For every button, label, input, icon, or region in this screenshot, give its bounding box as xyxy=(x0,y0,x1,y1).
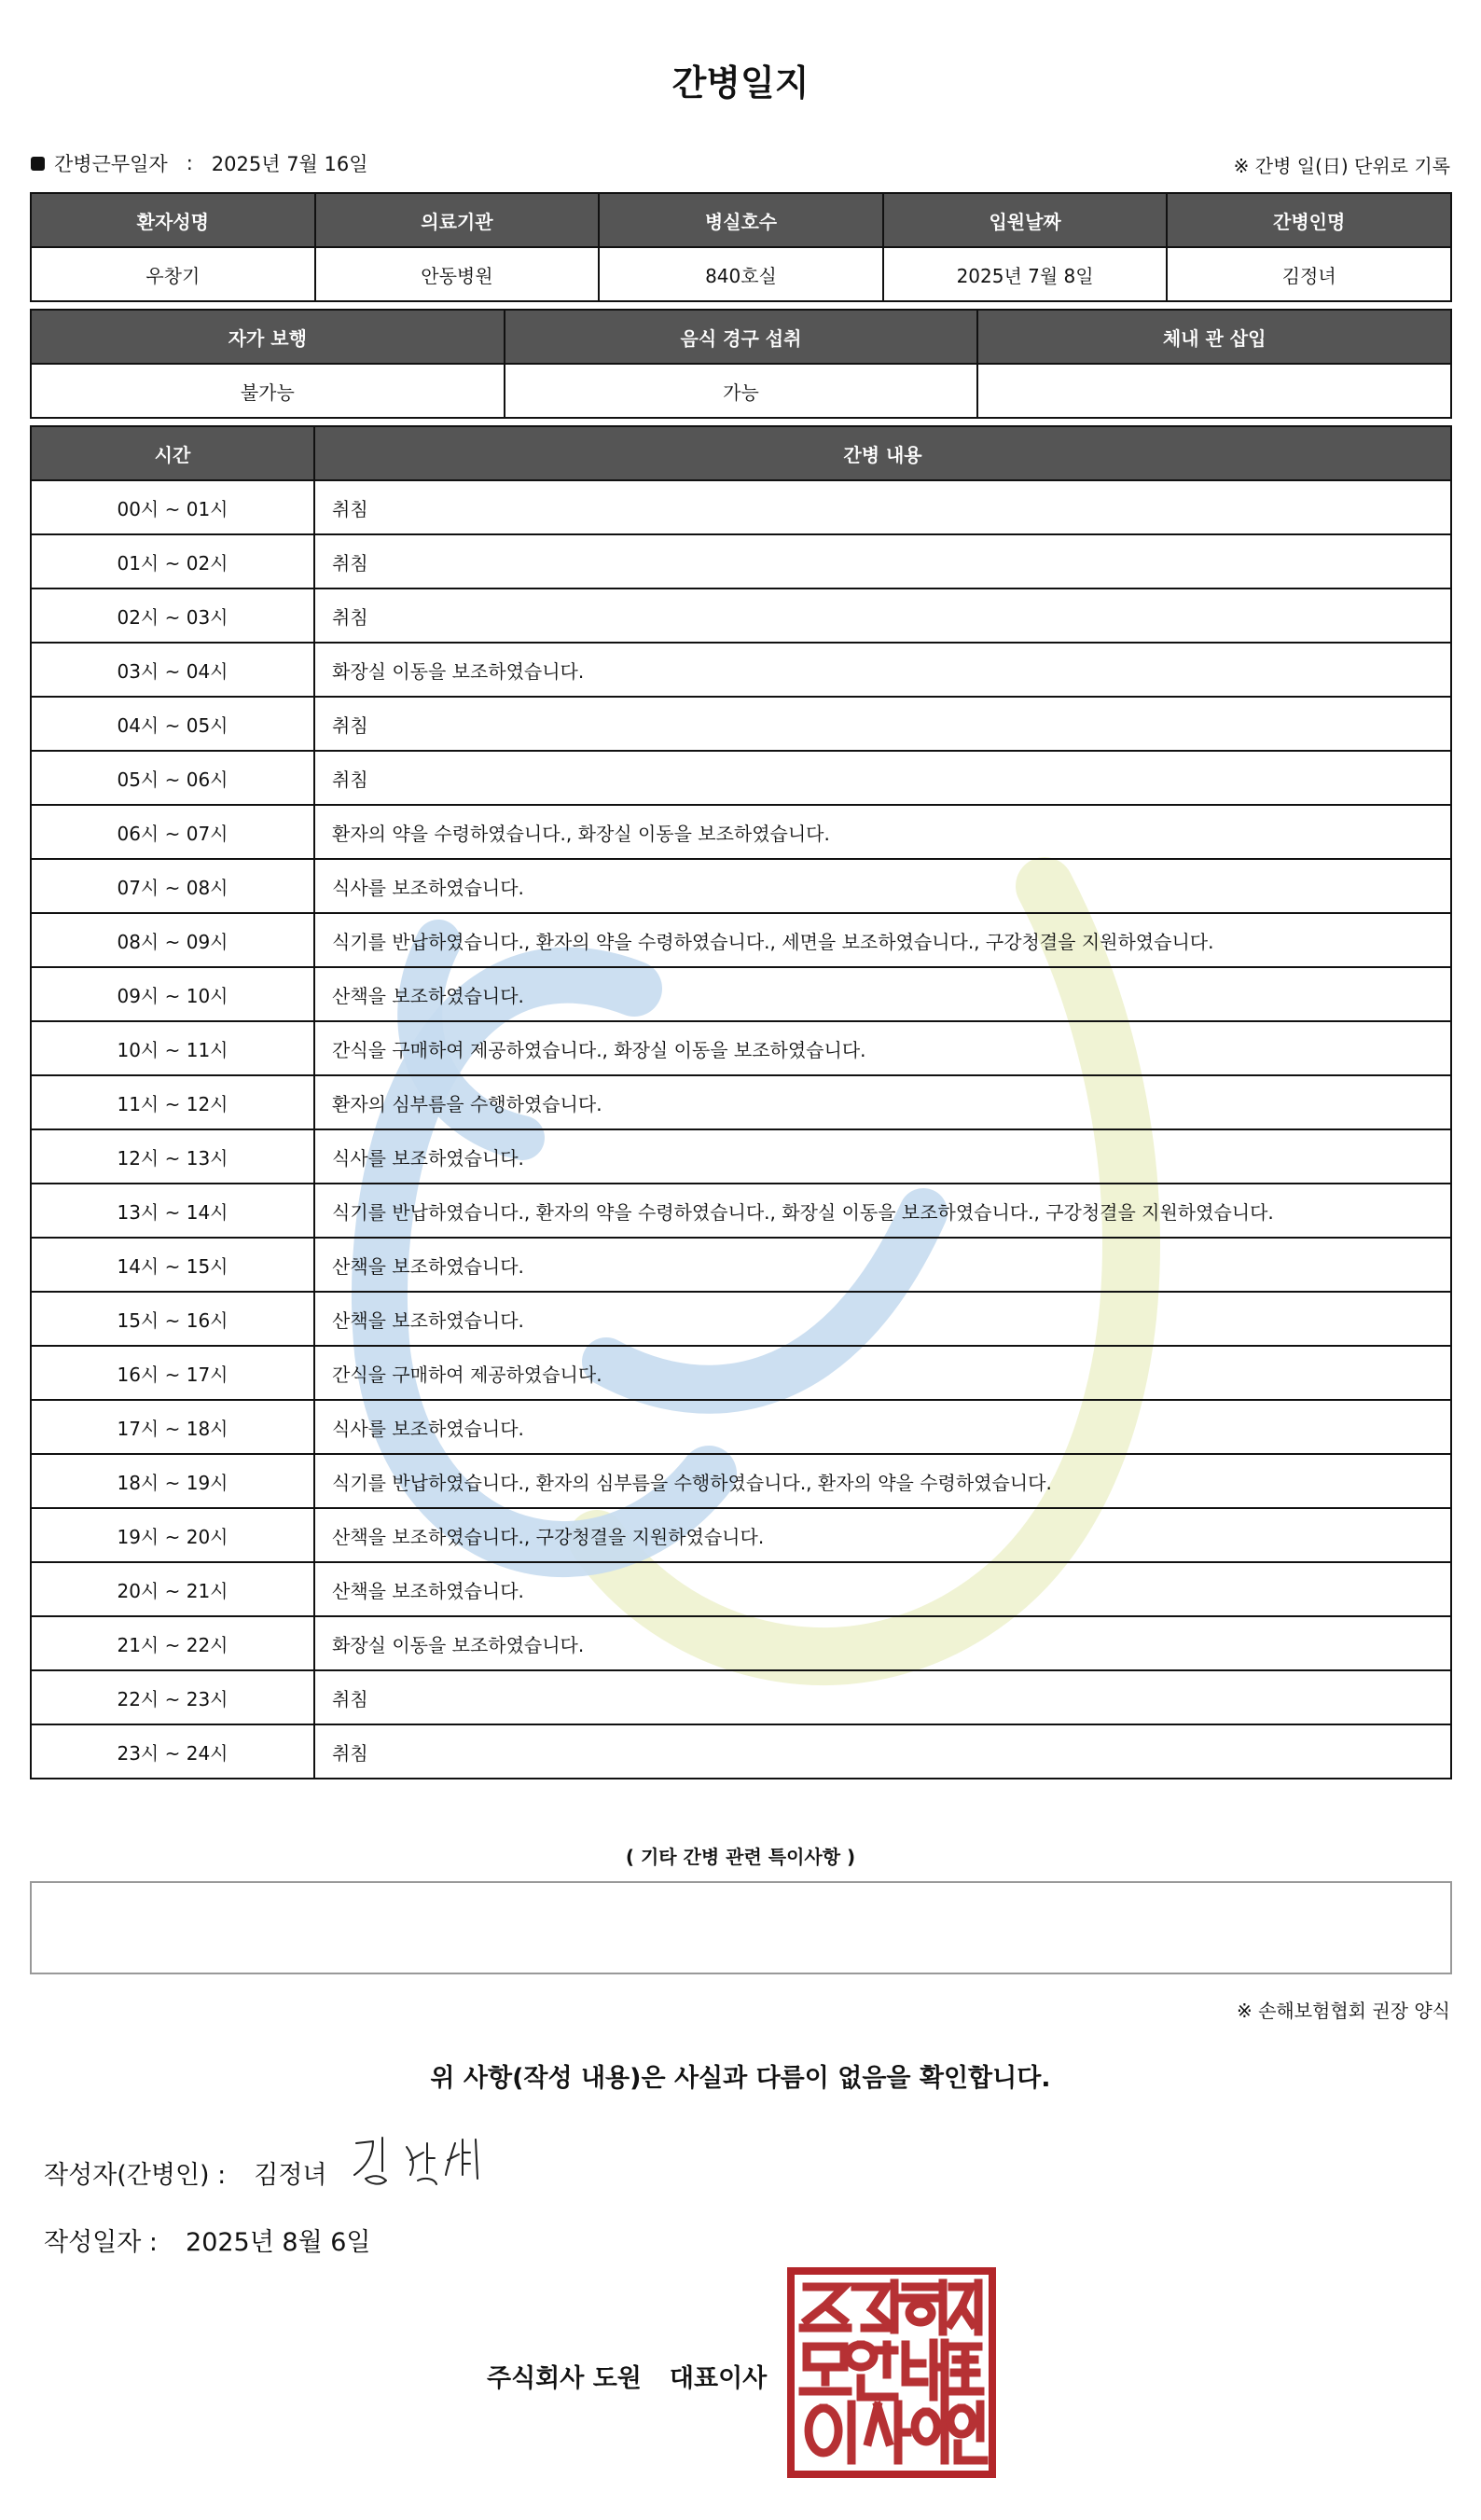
work-date-label: 간병근무일자 xyxy=(54,153,168,175)
notes-box xyxy=(30,1881,1452,1974)
tube-insertion-status xyxy=(977,364,1451,418)
log-time-cell: 12시 ~ 13시 xyxy=(31,1129,314,1184)
log-row xyxy=(31,1454,1451,1508)
log-row xyxy=(31,1129,1451,1184)
header-cell: 자가 보행 xyxy=(31,310,505,364)
log-time-cell: 20시 ~ 21시 xyxy=(31,1562,314,1616)
header-cell: 의료기관 xyxy=(315,193,600,247)
log-time-cell: 08시 ~ 09시 xyxy=(31,913,314,967)
log-content-cell: 취침 xyxy=(314,480,1451,534)
log-row xyxy=(31,1400,1451,1454)
patient-name: 우창기 xyxy=(31,247,315,301)
log-time-cell: 21시 ~ 22시 xyxy=(31,1616,314,1670)
log-row xyxy=(31,805,1451,859)
hospital-name: 안동병원 xyxy=(315,247,600,301)
log-time-cell: 00시 ~ 01시 xyxy=(31,480,314,534)
log-content-cell: 산책을 보조하였습니다. xyxy=(314,1238,1451,1292)
record-note: ※ 간병 일(日) 단위로 기록 xyxy=(1233,155,1450,177)
log-time-cell: 05시 ~ 06시 xyxy=(31,751,314,805)
log-row xyxy=(31,1508,1451,1562)
care-log-table xyxy=(30,425,1452,1779)
log-row xyxy=(31,1184,1451,1238)
log-row xyxy=(31,643,1451,697)
log-content-cell: 환자의 심부름을 수행하였습니다. xyxy=(314,1075,1451,1129)
log-content-cell: 식기를 반납하였습니다., 환자의 심부름을 수행하였습니다., 환자의 약을 수령하였습니다. xyxy=(314,1454,1451,1508)
log-row xyxy=(31,913,1451,967)
log-content-cell: 산책을 보조하였습니다. xyxy=(314,1562,1451,1616)
work-date xyxy=(31,149,368,177)
writer-line xyxy=(44,2154,327,2191)
log-time-cell: 01시 ~ 02시 xyxy=(31,534,314,588)
log-time-cell: 02시 ~ 03시 xyxy=(31,588,314,643)
log-time-cell: 09시 ~ 10시 xyxy=(31,967,314,1021)
company-role: 대표이사 xyxy=(669,2364,768,2393)
walking-status: 불가능 xyxy=(31,364,505,418)
log-content-cell: 식사를 보조하였습니다. xyxy=(314,1129,1451,1184)
log-content-cell: 산책을 보조하였습니다. xyxy=(314,1292,1451,1346)
caregiver-name: 김정녀 xyxy=(1167,247,1451,301)
log-time-cell: 10시 ~ 11시 xyxy=(31,1021,314,1075)
log-content-cell: 식기를 반납하였습니다., 환자의 약을 수령하였습니다., 화장실 이동을 보조하였습니다., 구강청결을 지원하였습니다. xyxy=(314,1184,1451,1238)
header-cell: 입원날짜 xyxy=(883,193,1168,247)
log-row xyxy=(31,1292,1451,1346)
log-row xyxy=(31,1346,1451,1400)
log-row xyxy=(31,588,1451,643)
log-row xyxy=(31,1021,1451,1075)
log-row xyxy=(31,1670,1451,1724)
log-row xyxy=(31,1075,1451,1129)
header-cell: 병실호수 xyxy=(599,193,883,247)
header-cell: 음식 경구 섭취 xyxy=(505,310,978,364)
log-content-cell: 간식을 구매하여 제공하였습니다., 화장실 이동을 보조하였습니다. xyxy=(314,1021,1451,1075)
written-date-value: 2025년 8월 6일 xyxy=(186,2228,371,2257)
log-row xyxy=(31,751,1451,805)
log-row xyxy=(31,480,1451,534)
company-name: 주식회사 도원 xyxy=(487,2364,642,2393)
log-time-cell: 19시 ~ 20시 xyxy=(31,1508,314,1562)
log-content-cell: 취침 xyxy=(314,588,1451,643)
log-time-cell: 18시 ~ 19시 xyxy=(31,1454,314,1508)
log-row xyxy=(31,1724,1451,1779)
log-time-cell: 14시 ~ 15시 xyxy=(31,1238,314,1292)
admission-date: 2025년 7월 8일 xyxy=(883,247,1168,301)
log-content-cell: 식기를 반납하였습니다., 환자의 약을 수령하였습니다., 세면을 보조하였습니다., 구강청결을 지원하였습니다. xyxy=(314,913,1451,967)
notes-heading: ( 기타 간병 관련 특이사항 ) xyxy=(625,1846,856,1868)
log-time-cell: 03시 ~ 04시 xyxy=(31,643,314,697)
log-row xyxy=(31,697,1451,751)
log-content-cell: 화장실 이동을 보조하였습니다. xyxy=(314,1616,1451,1670)
writer-label: 작성자(간병인) : xyxy=(44,2161,227,2190)
log-row xyxy=(31,1562,1451,1616)
log-time-cell: 13시 ~ 14시 xyxy=(31,1184,314,1238)
log-content-cell: 취침 xyxy=(314,1670,1451,1724)
form-source-note: ※ 손해보험협회 권장 양식 xyxy=(1236,2000,1450,2022)
header-cell: 체내 관 삽입 xyxy=(977,310,1451,364)
log-time-cell: 07시 ~ 08시 xyxy=(31,859,314,913)
log-time-cell: 22시 ~ 23시 xyxy=(31,1670,314,1724)
log-time-cell: 04시 ~ 05시 xyxy=(31,697,314,751)
log-time-cell: 16시 ~ 17시 xyxy=(31,1346,314,1400)
log-content-cell: 간식을 구매하여 제공하였습니다. xyxy=(314,1346,1451,1400)
log-content-cell: 환자의 약을 수령하였습니다., 화장실 이동을 보조하였습니다. xyxy=(314,805,1451,859)
written-date-label: 작성일자 : xyxy=(44,2228,159,2257)
log-row xyxy=(31,967,1451,1021)
log-row xyxy=(31,1238,1451,1292)
header-cell: 간병 내용 xyxy=(314,426,1451,480)
log-row xyxy=(31,1616,1451,1670)
log-row xyxy=(31,534,1451,588)
log-content-cell: 식사를 보조하였습니다. xyxy=(314,859,1451,913)
bullet-icon xyxy=(31,157,45,171)
log-content-cell: 산책을 보조하였습니다. xyxy=(314,967,1451,1021)
company-seal-stamp xyxy=(786,2266,997,2479)
log-time-cell: 11시 ~ 12시 xyxy=(31,1075,314,1129)
work-date-separator: : xyxy=(186,152,193,174)
log-content-cell: 취침 xyxy=(314,1724,1451,1779)
written-date-line xyxy=(44,2222,371,2258)
log-row xyxy=(31,859,1451,913)
log-time-cell: 15시 ~ 16시 xyxy=(31,1292,314,1346)
header-cell: 간병인명 xyxy=(1167,193,1451,247)
writer-name: 김정녀 xyxy=(254,2161,327,2190)
log-time-cell: 06시 ~ 07시 xyxy=(31,805,314,859)
company-line xyxy=(487,2358,767,2394)
log-content-cell: 취침 xyxy=(314,697,1451,751)
log-content-cell: 산책을 보조하였습니다., 구강청결을 지원하였습니다. xyxy=(314,1508,1451,1562)
header-cell: 환자성명 xyxy=(31,193,315,247)
work-date-value: 2025년 7월 16일 xyxy=(211,153,368,175)
handwritten-signature xyxy=(345,2126,532,2192)
page-title: 간병일지 xyxy=(671,62,810,104)
oral-intake-status: 가능 xyxy=(505,364,978,418)
patient-status-table xyxy=(30,309,1452,419)
log-content-cell: 화장실 이동을 보조하였습니다. xyxy=(314,643,1451,697)
log-time-cell: 23시 ~ 24시 xyxy=(31,1724,314,1779)
log-content-cell: 취침 xyxy=(314,534,1451,588)
header-cell: 시간 xyxy=(31,426,314,480)
confirmation-statement: 위 사항(작성 내용)은 사실과 다름이 없음을 확인합니다. xyxy=(430,2064,1051,2093)
room-number: 840호실 xyxy=(599,247,883,301)
log-content-cell: 취침 xyxy=(314,751,1451,805)
patient-info-table xyxy=(30,192,1452,302)
log-time-cell: 17시 ~ 18시 xyxy=(31,1400,314,1454)
log-content-cell: 식사를 보조하였습니다. xyxy=(314,1400,1451,1454)
